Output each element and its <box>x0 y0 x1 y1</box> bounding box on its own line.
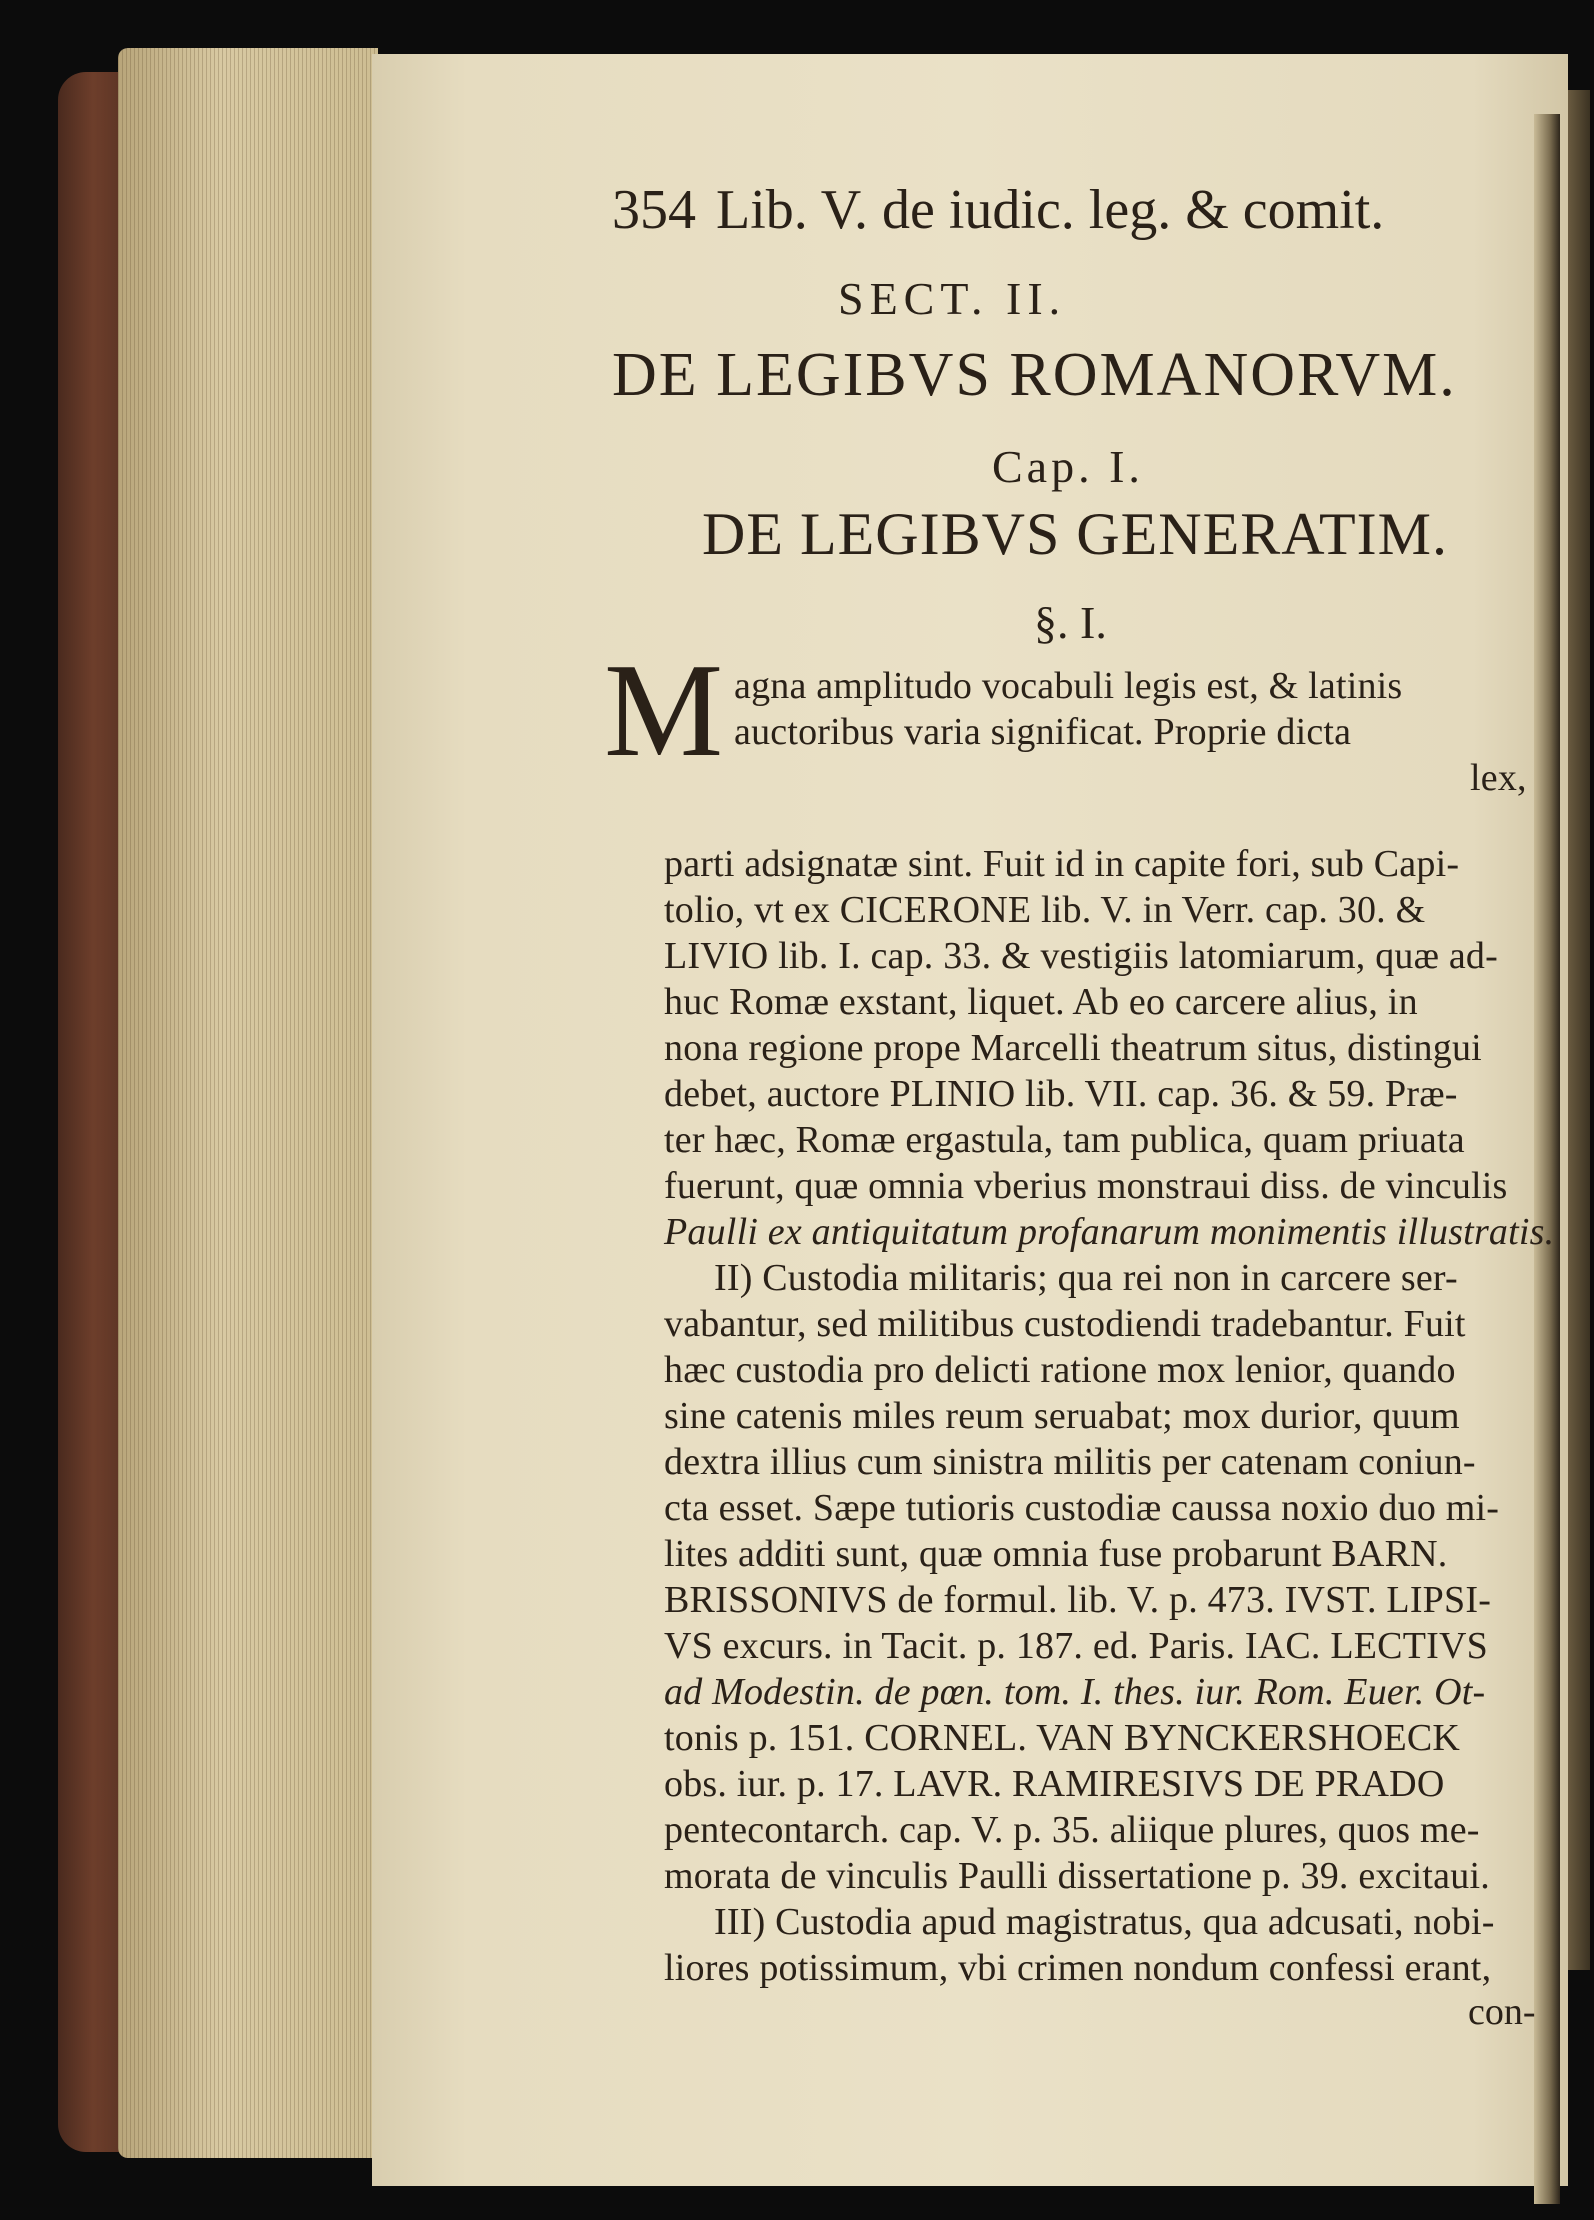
text-line: nona regione prope Marcelli theatrum situs, distingui <box>664 1027 1482 1069</box>
text-line: tonis p. 151. CORNEL. VAN BYNCKERSHOECK <box>664 1717 1461 1759</box>
text-line: tolio, vt ex CICERONE lib. V. in Verr. cap. 30. & <box>664 889 1426 931</box>
text-line: morata de vinculis Paulli dissertatione p. 39. excitaui. <box>664 1855 1490 1897</box>
text-line: lex, <box>1470 757 1527 799</box>
drop-cap: M <box>604 636 724 784</box>
text-line: sine catenis miles reum seruabat; mox durior, quum <box>664 1395 1460 1437</box>
facing-page-edge <box>1568 90 1590 1970</box>
text-line: III) Custodia apud magistratus, qua adcusati, nobi- <box>714 1901 1495 1943</box>
text-line: lites additi sunt, quæ omnia fuse probarunt BARN. <box>664 1533 1448 1575</box>
text-line: cta esset. Sæpe tutioris custodiæ caussa noxio duo mi- <box>664 1487 1500 1529</box>
text-line: parti adsignatæ sint. Fuit id in capite fori, sub Capi- <box>664 843 1460 885</box>
section-label: SECT. II. <box>838 273 1067 324</box>
text-line: fuerunt, quæ omnia vberius monstraui diss. de vinculis <box>664 1165 1508 1207</box>
chapter-label: Cap. I. <box>992 441 1144 492</box>
page-gutter <box>1534 114 1560 2204</box>
text-line: ter hæc, Romæ ergastula, tam publica, quam priuata <box>664 1119 1465 1161</box>
section-title: DE LEGIBVS ROMANORVM. <box>612 341 1457 409</box>
text-line: LIVIO lib. I. cap. 33. & vestigiis latomiarum, quæ ad- <box>664 935 1498 977</box>
text-line: obs. iur. p. 17. LAVR. RAMIRESIVS DE PRADO <box>664 1763 1445 1805</box>
page-edges <box>118 48 378 2158</box>
text-line: Paulli ex antiquitatum profanarum monimentis illustratis. <box>664 1211 1555 1253</box>
text-line: ad Modestin. de pœn. tom. I. thes. iur. Rom. Euer. Ot- <box>664 1671 1486 1713</box>
catchword: con- <box>1468 1991 1536 2033</box>
text-line: BRISSONIVS de formul. lib. V. p. 473. IVST. LIPSI- <box>664 1579 1492 1621</box>
text-line: hæc custodia pro delicti ratione mox lenior, quando <box>664 1349 1456 1391</box>
running-head <box>612 178 1384 242</box>
text-line: II) Custodia militaris; qua rei non in carcere ser- <box>714 1257 1458 1299</box>
text-line: liores potissimum, vbi crimen nondum confessi erant, <box>664 1947 1492 1989</box>
text-line: pentecontarch. cap. V. p. 35. aliique plures, quos me- <box>664 1809 1480 1851</box>
running-head-text: Lib. V. de iudic. leg. & comit. <box>716 179 1385 241</box>
chapter-title: DE LEGIBVS GENERATIM. <box>702 501 1448 567</box>
text-line: auctoribus varia significat. Proprie dicta <box>734 711 1352 753</box>
text-line: vabantur, sed militibus custodiendi tradebantur. Fuit <box>664 1303 1466 1345</box>
paragraph-mark: §. I. <box>1034 597 1107 648</box>
text-line: agna amplitudo vocabuli legis est, & latinis <box>734 665 1403 707</box>
text-line: VS excurs. in Tacit. p. 187. ed. Paris. IAC. LECTIVS <box>664 1625 1488 1667</box>
text-line: debet, auctore PLINIO lib. VII. cap. 36. & 59. Præ- <box>664 1073 1458 1115</box>
text-line: huc Romæ exstant, liquet. Ab eo carcere alius, in <box>664 981 1418 1023</box>
text-line: dextra illius cum sinistra militis per catenam coniun- <box>664 1441 1476 1483</box>
page-number: 354 <box>612 179 696 241</box>
